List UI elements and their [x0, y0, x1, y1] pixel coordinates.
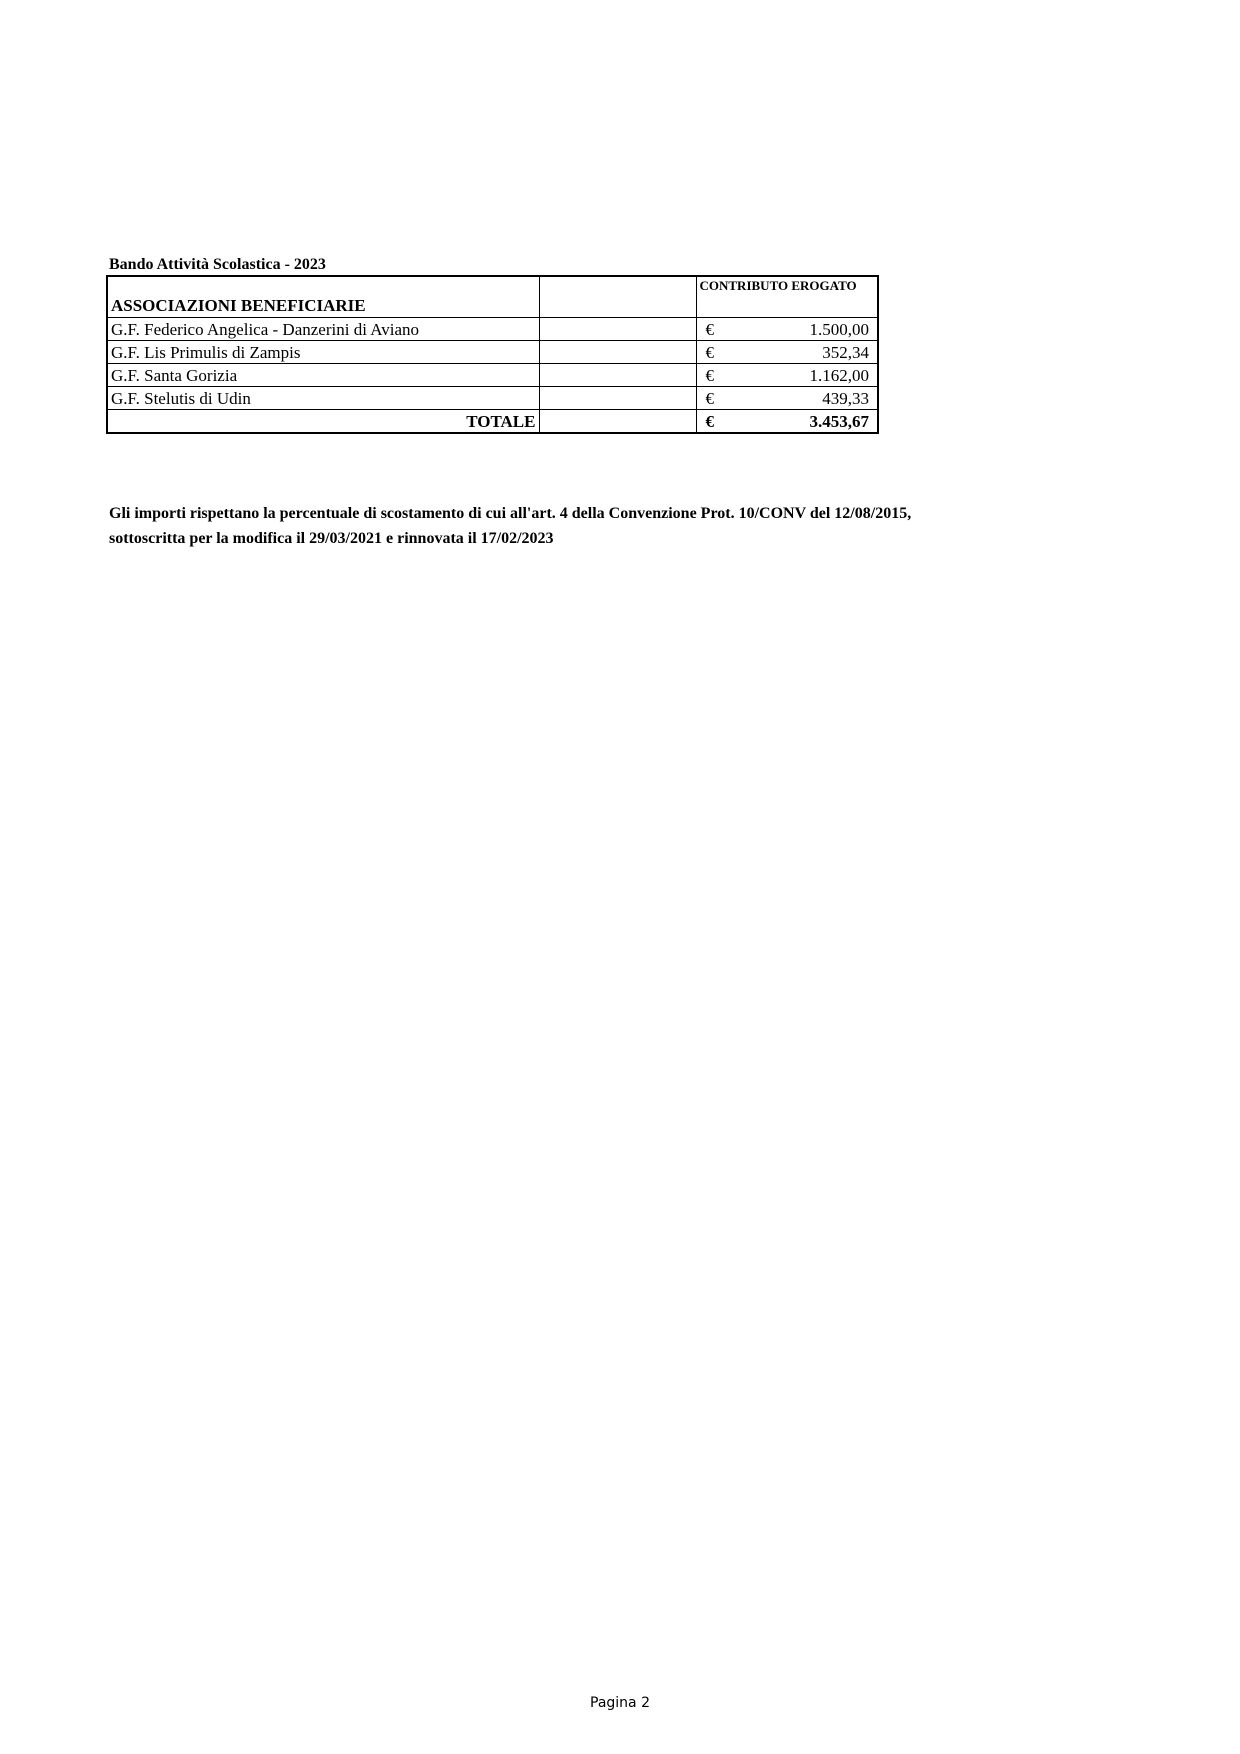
currency-symbol: € — [705, 320, 714, 339]
association-name: G.F. Federico Angelica - Danzerini di Aviano — [107, 318, 539, 341]
currency-symbol: € — [705, 366, 714, 385]
table-header-row — [107, 276, 878, 318]
beneficiaries-table — [106, 275, 879, 434]
empty-cell — [539, 318, 696, 341]
empty-cell — [539, 364, 696, 387]
table-row — [107, 387, 878, 410]
empty-cell — [539, 341, 696, 364]
table-row — [107, 341, 878, 364]
amount-value: 1.500,00 — [809, 319, 869, 339]
header-associations: ASSOCIAZIONI BENEFICIARIE — [107, 276, 539, 318]
note-line-2: sottoscritta per la modifica il 29/03/2021 e rinnovata il 17/02/2023 — [109, 530, 554, 547]
empty-cell — [539, 410, 696, 434]
page-number: Pagina 2 — [590, 1695, 650, 1711]
contribution-amount — [696, 387, 878, 410]
header-empty-cell — [539, 276, 696, 318]
contribution-amount — [696, 341, 878, 364]
table-row — [107, 318, 878, 341]
contribution-amount — [696, 318, 878, 341]
currency-symbol: € — [705, 343, 714, 362]
amount-value: 1.162,00 — [809, 365, 869, 385]
currency-symbol: € — [705, 389, 714, 408]
header-contribution: CONTRIBUTO EROGATO — [696, 276, 878, 318]
currency-symbol: € — [705, 412, 714, 431]
amount-value: 352,34 — [822, 342, 869, 362]
note-line-1: Gli importi rispettano la percentuale di scostamento di cui all'art. 4 della Convenzione Prot. 10/CONV del 12/08/2015, — [109, 505, 912, 522]
total-amount-value: 3.453,67 — [809, 411, 869, 431]
association-name: G.F. Lis Primulis di Zampis — [107, 341, 539, 364]
association-name: G.F. Stelutis di Udin — [107, 387, 539, 410]
convention-note — [109, 501, 1009, 551]
amount-value: 439,33 — [822, 388, 869, 408]
empty-cell — [539, 387, 696, 410]
contribution-amount — [696, 364, 878, 387]
table-row — [107, 364, 878, 387]
total-amount — [696, 410, 878, 434]
association-name: G.F. Santa Gorizia — [107, 364, 539, 387]
total-label: TOTALE — [107, 410, 539, 434]
document-title: Bando Attività Scolastica - 2023 — [109, 256, 326, 273]
total-row — [107, 410, 878, 434]
